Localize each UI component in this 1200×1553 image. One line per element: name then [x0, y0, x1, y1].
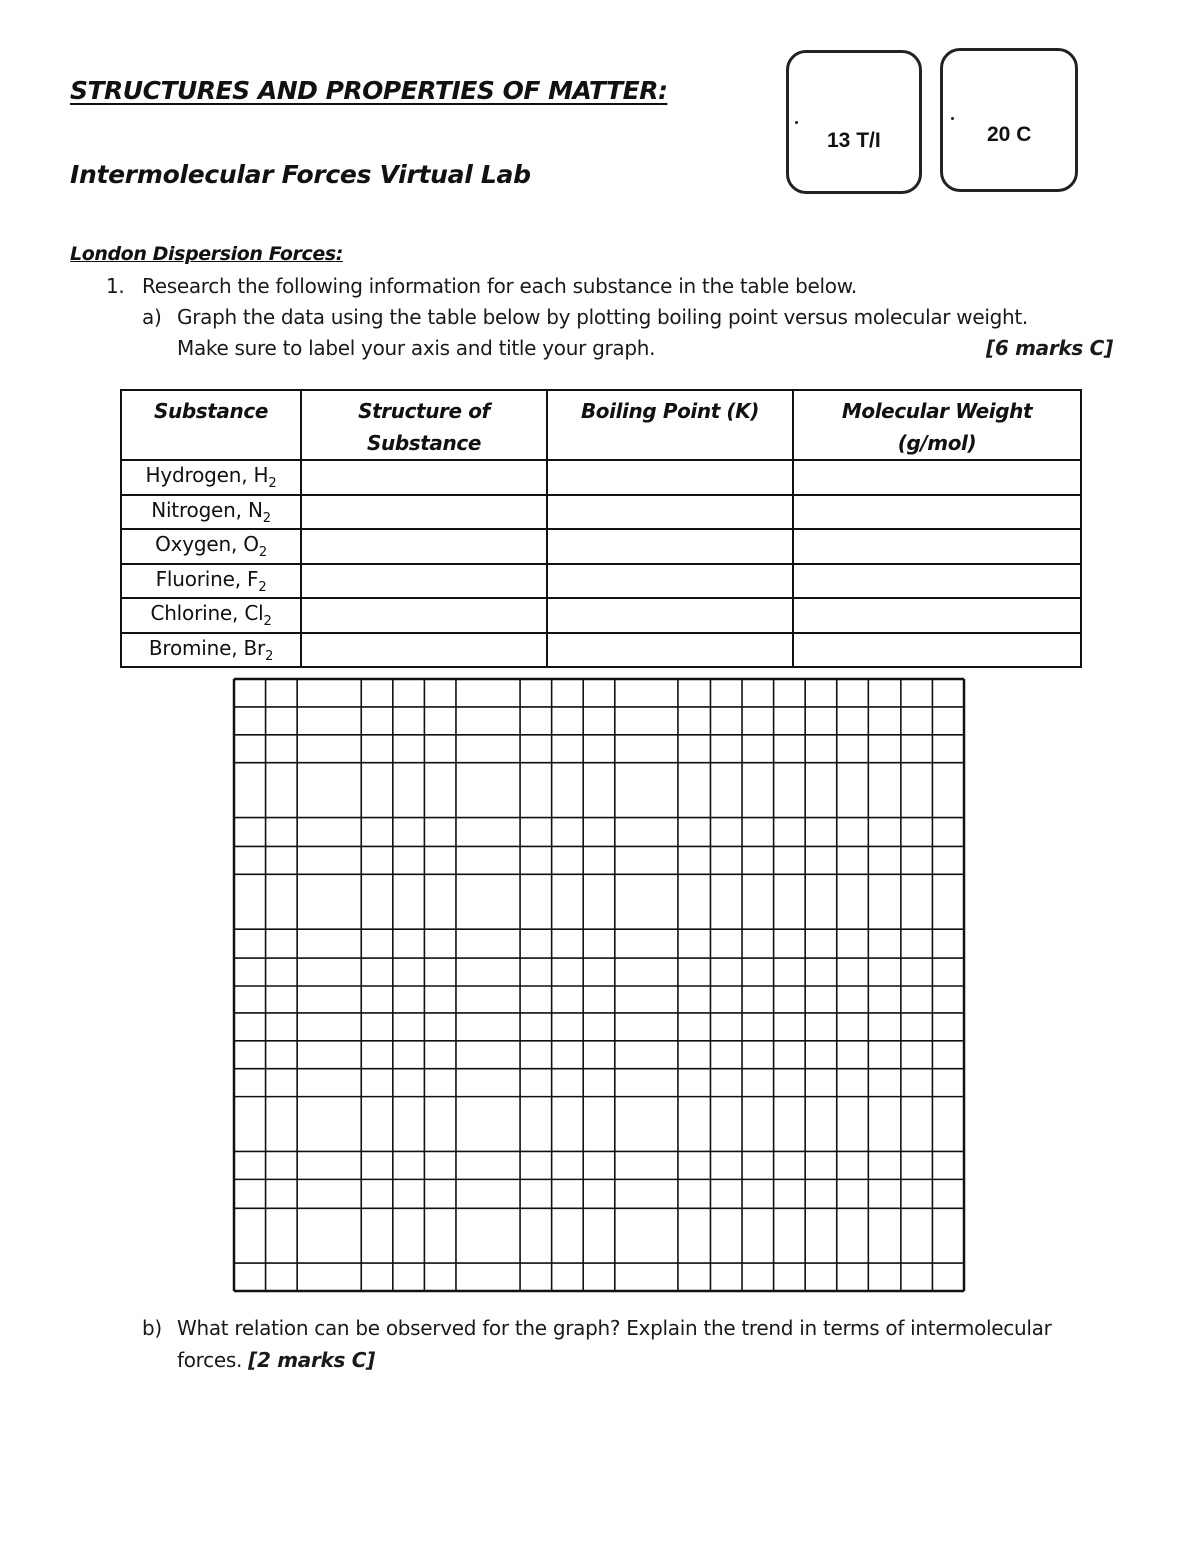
header-line: Molecular Weight: [841, 399, 1033, 423]
header-boiling-point: [547, 390, 793, 460]
qa-line1: Graph the data using the table below by plotting boiling point versus molecular weight.: [177, 305, 1028, 329]
subscript: 2: [265, 648, 274, 664]
substance-cell: [121, 529, 301, 564]
graph-paper[interactable]: [232, 677, 968, 1295]
page-title: STRUCTURES AND PROPERTIES OF MATTER:: [70, 76, 668, 105]
header-line: (g/mol): [897, 431, 977, 455]
mark-box-ti: [786, 50, 922, 194]
table-row: [121, 460, 1081, 495]
page-subtitle: Intermolecular Forces Virtual Lab: [70, 160, 531, 189]
molecular-weight-cell[interactable]: [793, 564, 1081, 599]
qb-line2: forces.: [177, 1348, 243, 1372]
qb-line1: What relation can be observed for the graph? Explain the trend in terms of intermolecular: [177, 1316, 1052, 1340]
table-row: [121, 529, 1081, 564]
substance-cell: [121, 564, 301, 599]
substance-cell: [121, 598, 301, 633]
boiling-point-cell[interactable]: [547, 564, 793, 599]
mark-box-dot: [951, 117, 954, 120]
qb-marks: [2 marks C]: [248, 1348, 376, 1372]
table-row: [121, 564, 1081, 599]
structure-cell[interactable]: [301, 564, 547, 599]
molecular-weight-cell[interactable]: [793, 460, 1081, 495]
header-line: Boiling Point (K): [580, 399, 760, 423]
substance-cell: [121, 495, 301, 530]
mark-box-c: [940, 48, 1078, 192]
substance-table: [120, 389, 1082, 668]
substance-cell: [121, 633, 301, 668]
molecular-weight-cell[interactable]: [793, 633, 1081, 668]
mark-box-ti-label: 13 T/I: [827, 129, 881, 152]
section-heading-colon: :: [335, 243, 343, 265]
substance-name: Chlorine, Cl: [150, 601, 264, 626]
qb-line2-group: [177, 1348, 375, 1372]
boiling-point-cell[interactable]: [547, 460, 793, 495]
boiling-point-cell[interactable]: [547, 529, 793, 564]
subscript: 2: [268, 476, 277, 492]
molecular-weight-cell[interactable]: [793, 598, 1081, 633]
molecular-weight-cell[interactable]: [793, 495, 1081, 530]
header-line: Substance: [367, 431, 481, 455]
section-heading-text: London Dispersion Forces: [70, 243, 336, 265]
subscript: 2: [262, 510, 271, 526]
substance-name: Oxygen, O: [155, 532, 259, 557]
substance-name: Hydrogen, H: [145, 463, 269, 488]
table-row: [121, 598, 1081, 633]
qa-line2: Make sure to label your axis and title your graph.: [177, 336, 656, 360]
substance-cell: [121, 460, 301, 495]
structure-cell[interactable]: [301, 495, 547, 530]
substance-name: Nitrogen, N: [151, 497, 263, 522]
table-row: [121, 495, 1081, 530]
structure-cell[interactable]: [301, 460, 547, 495]
substance-name: Fluorine, F: [155, 566, 259, 591]
structure-cell[interactable]: [301, 598, 547, 633]
header-structure: [301, 390, 547, 460]
qa-marks: [6 marks C]: [986, 336, 1113, 360]
structure-cell[interactable]: [301, 633, 547, 668]
subscript: 2: [258, 545, 267, 561]
molecular-weight-cell[interactable]: [793, 529, 1081, 564]
subscript: 2: [263, 614, 272, 630]
table-row: [121, 633, 1081, 668]
q1-number: 1.: [106, 274, 125, 298]
mark-box-dot: [795, 121, 798, 124]
table-header-row: [121, 390, 1081, 460]
substance-name: Bromine, Br: [148, 635, 266, 660]
qb-letter: b): [142, 1316, 162, 1340]
header-molecular-weight: [793, 390, 1081, 460]
mark-box-c-label: 20 C: [987, 123, 1032, 146]
structure-cell[interactable]: [301, 529, 547, 564]
header-substance: [121, 390, 301, 460]
section-heading: [70, 243, 343, 265]
q1-text: Research the following information for each substance in the table below.: [142, 274, 857, 298]
header-line: Substance: [154, 399, 268, 423]
subscript: 2: [258, 579, 267, 595]
boiling-point-cell[interactable]: [547, 633, 793, 668]
boiling-point-cell[interactable]: [547, 495, 793, 530]
header-line: Structure of: [358, 399, 490, 423]
qa-letter: a): [142, 305, 162, 329]
boiling-point-cell[interactable]: [547, 598, 793, 633]
